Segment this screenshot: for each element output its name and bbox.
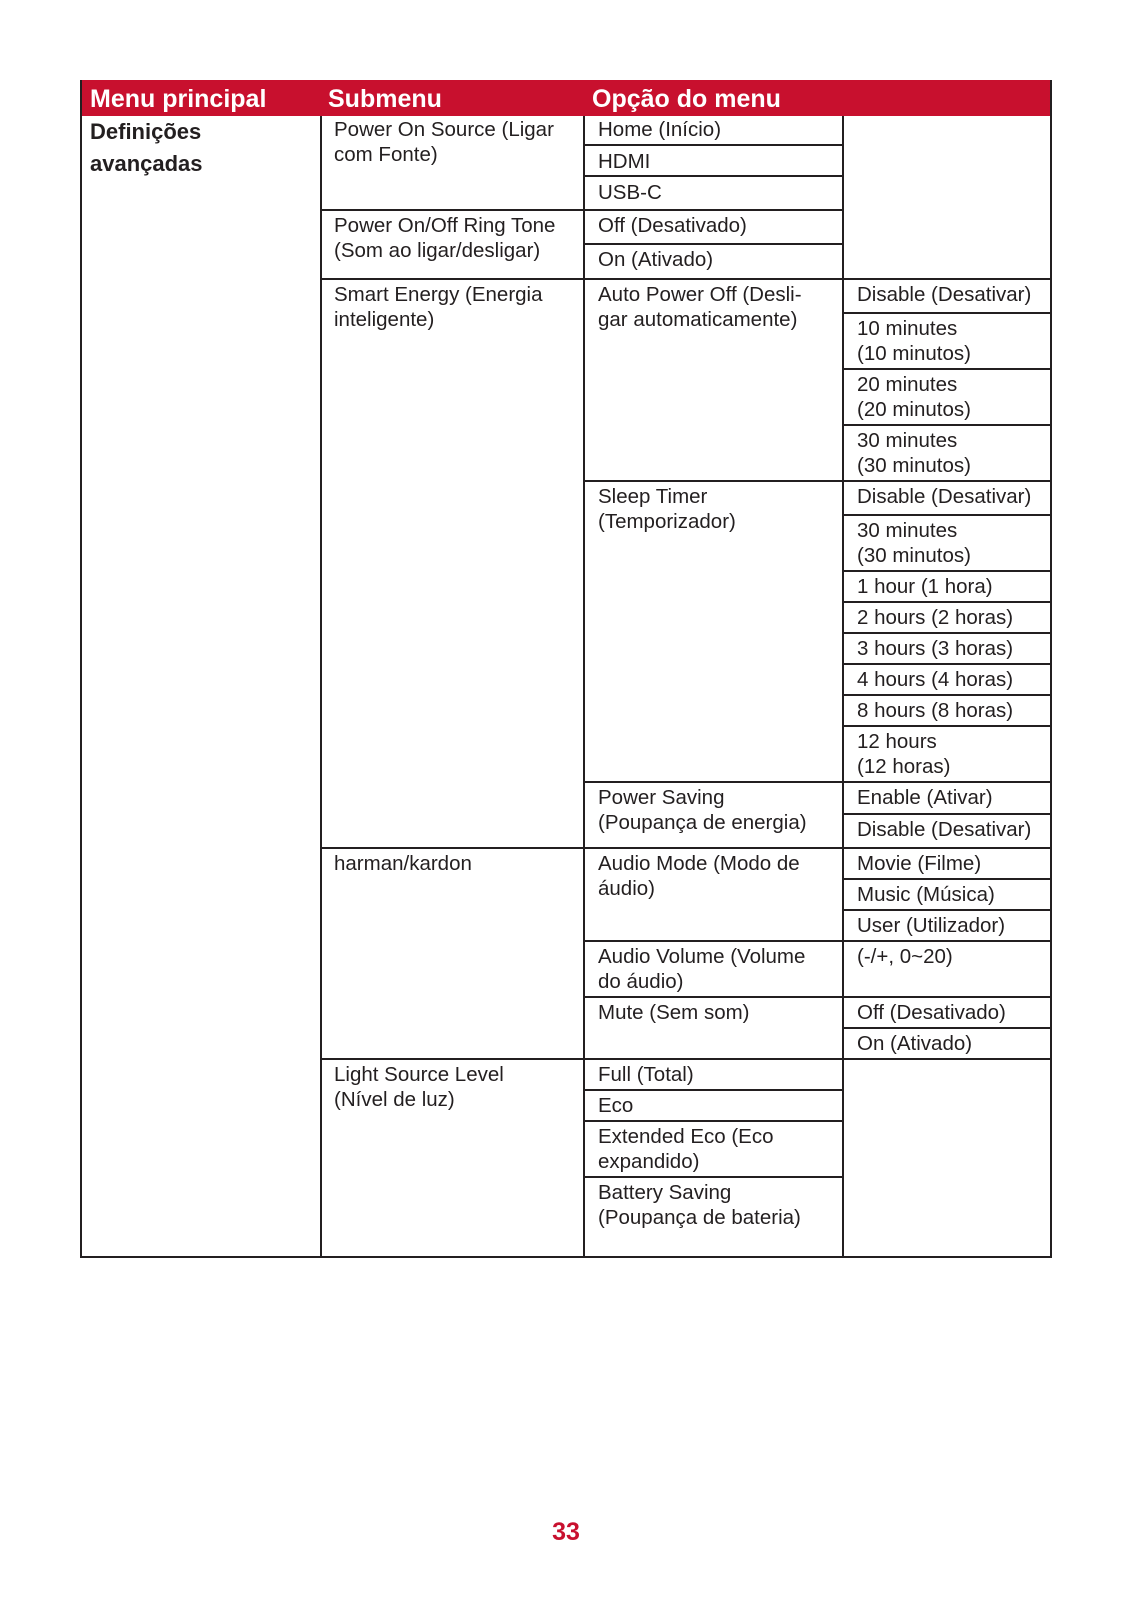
table-row-rule	[842, 663, 1052, 665]
table-row-rule	[320, 1058, 1052, 1060]
table-row-rule	[583, 243, 844, 245]
table-row-rule	[320, 209, 844, 211]
value-sleep-1h: 1 hour (1 hora)	[857, 575, 993, 598]
header-submenu: Submenu	[328, 85, 442, 113]
option-home: Home (Início)	[598, 118, 722, 141]
table-row-rule	[842, 601, 1052, 603]
table-row-rule	[583, 1120, 844, 1122]
table-column-rule	[1050, 80, 1052, 1258]
option-power-saving: Power Saving	[598, 786, 725, 809]
table-column-rule	[842, 116, 844, 1258]
value-sleep-4h: 4 hours (4 horas)	[857, 668, 1014, 691]
option-light-full: Full (Total)	[598, 1063, 694, 1086]
value-auto-power-off-20: (20 minutos)	[857, 398, 971, 421]
value-mute-off: Off (Desativado)	[857, 1001, 1006, 1024]
header-main-menu: Menu principal	[90, 85, 267, 113]
option-mute: Mute (Sem som)	[598, 1001, 750, 1024]
value-power-saving-enable: Enable (Ativar)	[857, 786, 993, 809]
option-sleep-timer: (Temporizador)	[598, 510, 736, 533]
value-sleep-disable: Disable (Desativar)	[857, 485, 1032, 508]
table-row-rule	[842, 909, 1052, 911]
submenu-light-source-level: (Nível de luz)	[334, 1088, 455, 1111]
submenu-light-source-level: Light Source Level	[334, 1063, 504, 1086]
value-auto-power-off-10: (10 minutos)	[857, 342, 971, 365]
value-sleep-12h: (12 horas)	[857, 755, 951, 778]
value-sleep-8h: 8 hours (8 horas)	[857, 699, 1014, 722]
table-row-rule	[842, 368, 1052, 370]
option-audio-volume: do áudio)	[598, 970, 684, 993]
table-row-rule	[842, 878, 1052, 880]
option-audio-mode: áudio)	[598, 877, 655, 900]
option-ring-tone-off: Off (Desativado)	[598, 214, 747, 237]
header-menu-option: Opção do menu	[592, 85, 781, 113]
table-row-rule	[842, 424, 1052, 426]
value-auto-power-off-30: 30 minutes	[857, 429, 958, 452]
table-row-rule	[842, 813, 1052, 815]
value-audio-music: Music (Música)	[857, 883, 995, 906]
value-power-saving-disable: Disable (Desativar)	[857, 818, 1032, 841]
value-auto-power-off-disable: Disable (Desativar)	[857, 283, 1032, 306]
value-audio-movie: Movie (Filme)	[857, 852, 982, 875]
table-row-rule	[583, 1176, 844, 1178]
option-light-extended-eco: expandido)	[598, 1150, 700, 1173]
table-row-rule	[583, 781, 1052, 783]
value-audio-volume-range: (-/+, 0~20)	[857, 945, 953, 968]
main-menu-item-line-1: Definições	[90, 119, 202, 144]
option-sleep-timer: Sleep Timer	[598, 485, 708, 508]
value-auto-power-off-30: (30 minutos)	[857, 454, 971, 477]
table-column-rule	[80, 80, 82, 1258]
submenu-harman-kardon: harman/kardon	[334, 852, 472, 875]
submenu-ring-tone: (Som ao ligar/desligar)	[334, 239, 541, 262]
table-row-rule	[583, 1089, 844, 1091]
main-menu-item-line-2: avançadas	[90, 151, 203, 176]
table-row-rule	[583, 480, 1052, 482]
option-audio-mode: Audio Mode (Modo de	[598, 852, 800, 875]
option-hdmi: HDMI	[598, 150, 651, 173]
page-number: 33	[552, 1518, 580, 1546]
option-light-eco: Eco	[598, 1094, 634, 1117]
value-mute-on: On (Ativado)	[857, 1032, 973, 1055]
submenu-ring-tone: Power On/Off Ring Tone	[334, 214, 556, 237]
option-light-battery-saving: (Poupança de bateria)	[598, 1206, 801, 1229]
table-row-rule	[80, 1256, 1052, 1258]
submenu-smart-energy: Smart Energy (Energia	[334, 283, 543, 306]
table-row-rule	[320, 278, 1052, 280]
value-auto-power-off-20: 20 minutes	[857, 373, 958, 396]
submenu-power-on-source: Power On Source (Ligar	[334, 118, 554, 141]
table-row-rule	[842, 1027, 1052, 1029]
submenu-power-on-source: com Fonte)	[334, 143, 438, 166]
value-sleep-30: 30 minutes	[857, 519, 958, 542]
table-row-rule	[842, 312, 1052, 314]
option-auto-power-off: Auto Power Off (Desli-	[598, 283, 802, 306]
option-light-battery-saving: Battery Saving	[598, 1181, 732, 1204]
table-row-rule	[583, 175, 844, 177]
option-usb-c: USB-C	[598, 181, 662, 204]
table-row-rule	[583, 144, 844, 146]
table-row-rule	[842, 570, 1052, 572]
value-sleep-30: (30 minutos)	[857, 544, 971, 567]
table-column-rule	[320, 116, 322, 1258]
value-sleep-12h: 12 hours	[857, 730, 937, 753]
option-power-saving: (Poupança de energia)	[598, 811, 807, 834]
option-audio-volume: Audio Volume (Volume	[598, 945, 806, 968]
value-sleep-3h: 3 hours (3 horas)	[857, 637, 1014, 660]
table-row-rule	[842, 514, 1052, 516]
value-sleep-2h: 2 hours (2 horas)	[857, 606, 1014, 629]
table-row-rule	[842, 694, 1052, 696]
table-row-rule	[583, 996, 1052, 998]
option-ring-tone-on: On (Ativado)	[598, 248, 714, 271]
submenu-smart-energy: inteligente)	[334, 308, 435, 331]
table-row-rule	[583, 940, 1052, 942]
value-audio-user: User (Utilizador)	[857, 914, 1006, 937]
option-auto-power-off: gar automaticamente)	[598, 308, 798, 331]
table-column-rule	[583, 116, 585, 1258]
value-auto-power-off-10: 10 minutes	[857, 317, 958, 340]
table-row-rule	[842, 632, 1052, 634]
table-row-rule	[320, 847, 1052, 849]
table-row-rule	[842, 725, 1052, 727]
option-light-extended-eco: Extended Eco (Eco	[598, 1125, 774, 1148]
